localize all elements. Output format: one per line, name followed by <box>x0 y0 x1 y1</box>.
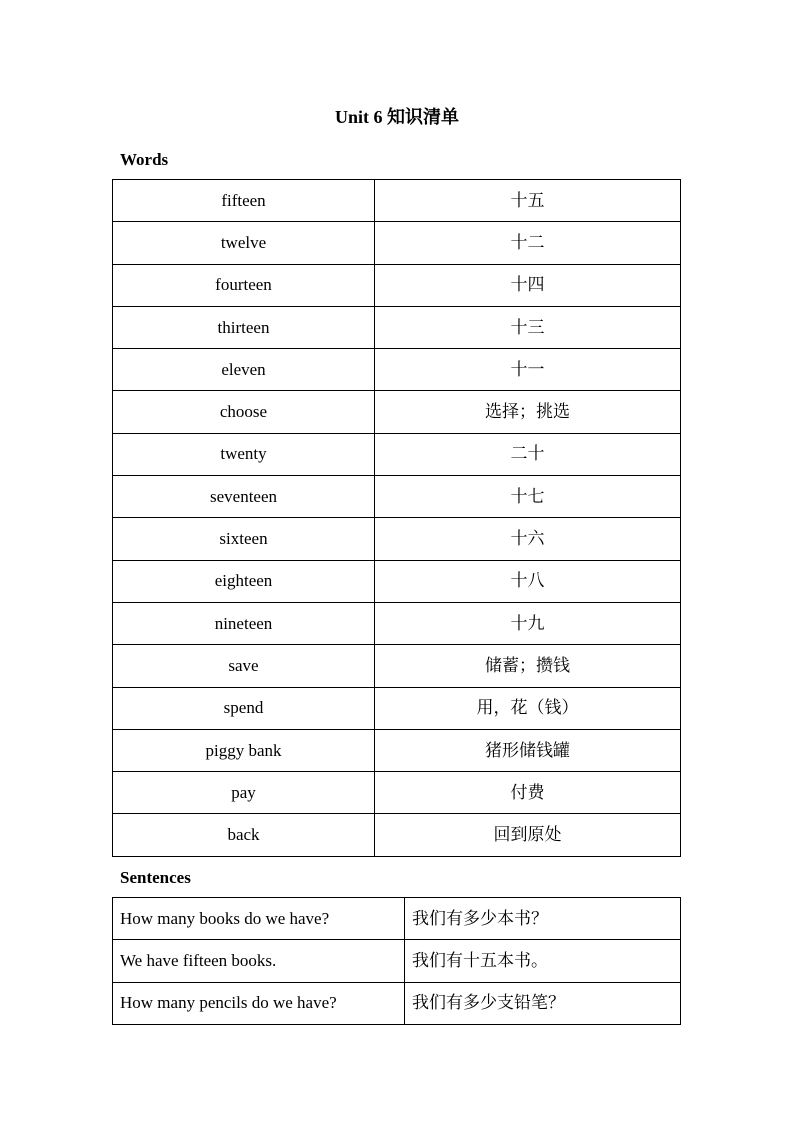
word-row-chinese: 十五 <box>375 180 681 222</box>
word-row <box>113 814 681 856</box>
word-row <box>113 222 681 264</box>
word-row <box>113 560 681 602</box>
sentences-heading: Sentences <box>120 868 191 887</box>
sentence-row-english: How many books do we have? <box>113 898 405 940</box>
word-row-chinese: 十三 <box>375 306 681 348</box>
word-row-english: twelve <box>113 222 375 264</box>
word-row-english: pay <box>113 772 375 814</box>
word-row-chinese: 用，花（钱） <box>375 687 681 729</box>
word-row-chinese: 十四 <box>375 264 681 306</box>
sentence-row <box>113 898 681 940</box>
sentence-row-chinese: 我们有多少支铅笔？ <box>405 982 681 1024</box>
word-row <box>113 476 681 518</box>
word-row-english: fifteen <box>113 180 375 222</box>
page-title: Unit 6 知识清单 <box>334 107 459 127</box>
word-row-english: back <box>113 814 375 856</box>
word-row-english: piggy bank <box>113 729 375 771</box>
word-row <box>113 349 681 391</box>
sentences-table <box>112 897 681 1025</box>
word-row-chinese: 储蓄；攒钱 <box>375 645 681 687</box>
word-row-english: twenty <box>113 433 375 475</box>
word-row <box>113 645 681 687</box>
words-heading: Words <box>120 150 169 169</box>
sentences-table-body <box>113 898 681 1025</box>
word-row-english: thirteen <box>113 306 375 348</box>
word-row-chinese: 十二 <box>375 222 681 264</box>
words-table <box>112 179 681 857</box>
word-row-chinese: 十九 <box>375 602 681 644</box>
word-row <box>113 433 681 475</box>
word-row-chinese: 猪形储钱罐 <box>375 729 681 771</box>
word-row-english: fourteen <box>113 264 375 306</box>
word-row-english: nineteen <box>113 602 375 644</box>
word-row <box>113 264 681 306</box>
sentence-row-english: How many pencils do we have? <box>113 982 405 1024</box>
word-row <box>113 772 681 814</box>
word-row-chinese: 十八 <box>375 560 681 602</box>
word-row-english: seventeen <box>113 476 375 518</box>
word-row-english: eleven <box>113 349 375 391</box>
sentence-row-chinese: 我们有多少本书？ <box>405 898 681 940</box>
word-row <box>113 518 681 560</box>
words-table-body <box>113 180 681 857</box>
word-row-chinese: 十一 <box>375 349 681 391</box>
word-row-chinese: 付费 <box>375 772 681 814</box>
word-row-chinese: 十七 <box>375 476 681 518</box>
word-row-chinese: 回到原处 <box>375 814 681 856</box>
sentence-row <box>113 940 681 982</box>
word-row-chinese: 二十 <box>375 433 681 475</box>
word-row <box>113 391 681 433</box>
word-row <box>113 602 681 644</box>
word-row <box>113 306 681 348</box>
word-row-english: sixteen <box>113 518 375 560</box>
sentence-row-english: We have fifteen books. <box>113 940 405 982</box>
word-row-chinese: 选择；挑选 <box>375 391 681 433</box>
word-row-english: save <box>113 645 375 687</box>
word-row <box>113 729 681 771</box>
word-row <box>113 180 681 222</box>
sentence-row-chinese: 我们有十五本书。 <box>405 940 681 982</box>
word-row-chinese: 十六 <box>375 518 681 560</box>
word-row <box>113 687 681 729</box>
word-row-english: eighteen <box>113 560 375 602</box>
word-row-english: choose <box>113 391 375 433</box>
word-row-english: spend <box>113 687 375 729</box>
sentence-row <box>113 982 681 1024</box>
